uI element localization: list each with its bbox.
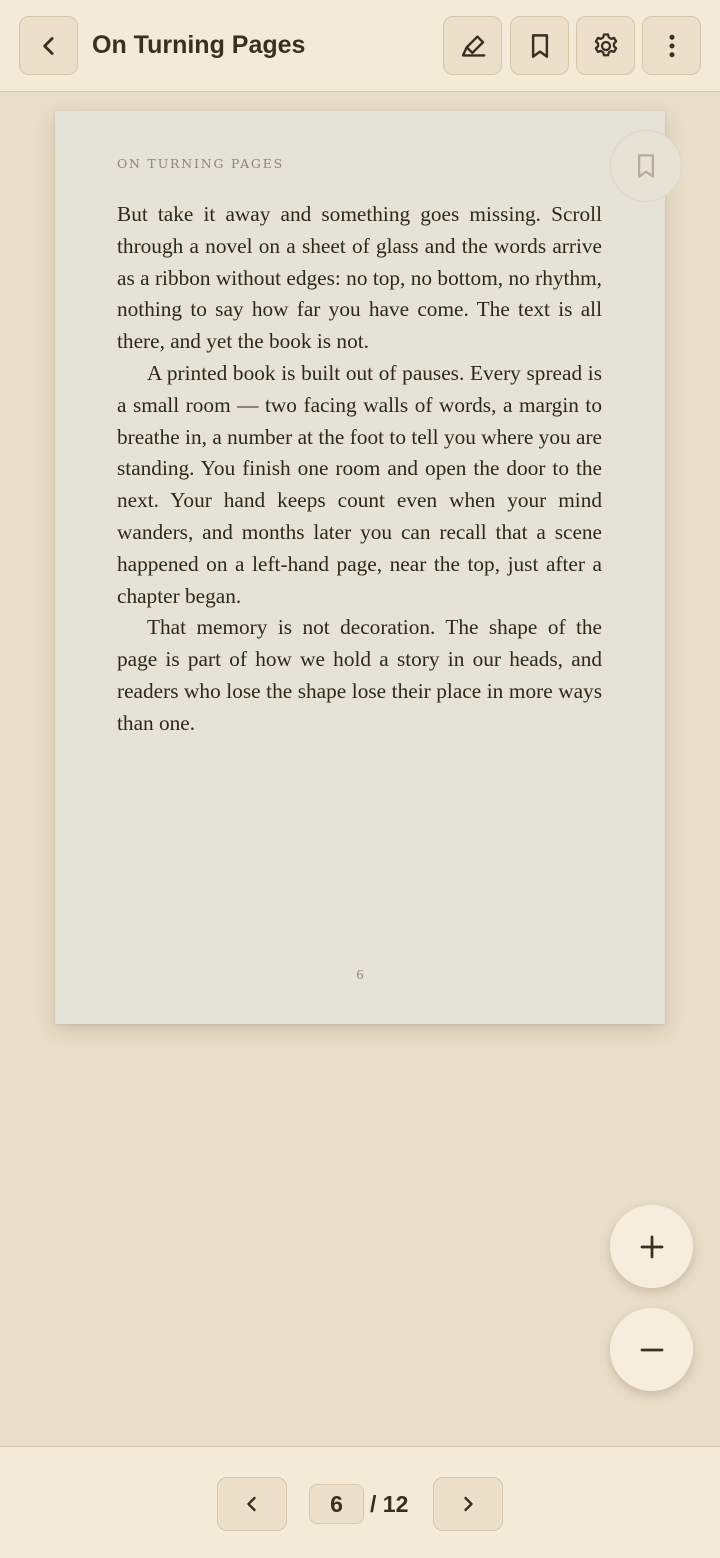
settings-button[interactable] (576, 16, 635, 75)
zoom-in-button[interactable] (610, 1205, 693, 1288)
bookmark-icon (525, 31, 555, 61)
page-title: On Turning Pages (92, 31, 306, 59)
more-button[interactable] (642, 16, 701, 75)
page-bookmark-button[interactable] (610, 130, 682, 202)
page-text (117, 199, 602, 740)
pagination-bar (0, 1446, 720, 1558)
bookmarks-button[interactable] (510, 16, 569, 75)
plus-icon (637, 1232, 667, 1262)
minus-icon (637, 1335, 667, 1365)
paragraph: But take it away and something goes missing. Scroll through a novel on a sheet of glass and the words arrive as a ribbon without edges: no top, no bottom, no rhythm, nothing to say how far you have come. The text is all there, and yet the book is not. (117, 202, 602, 354)
top-bar (0, 0, 720, 92)
more-vertical-icon (657, 31, 687, 61)
bookmark-icon (631, 151, 661, 181)
page-number-input[interactable]: 6 (309, 1484, 364, 1524)
page-number: 6 (356, 968, 364, 983)
running-head: ON TURNING PAGES (117, 156, 284, 171)
highlighter-icon (458, 31, 488, 61)
next-page-button[interactable] (433, 1477, 503, 1531)
back-button[interactable] (19, 16, 78, 75)
highlight-button[interactable] (443, 16, 502, 75)
page-total: / 12 (370, 1491, 409, 1517)
paragraph: That memory is not decoration. The shape of the page is part of how we hold a story in our heads, and readers who lose the shape lose their place in more ways than one. (117, 615, 602, 735)
zoom-out-button[interactable] (610, 1308, 693, 1391)
prev-page-button[interactable] (217, 1477, 287, 1531)
chevron-left-icon (34, 31, 64, 61)
chevron-left-icon (240, 1492, 264, 1516)
chevron-right-icon (456, 1492, 480, 1516)
book-page (55, 111, 665, 1024)
gear-icon (591, 31, 621, 61)
paragraph: A printed book is built out of pauses. Every spread is a small room — two facing walls of words, a margin to breathe in, a number at the foot to tell you where you are standing. You finish one room and open the door to the next. Your hand keeps count even when your mind wanders, and months later you can recall that a scene happened on a left-hand page, near the top, just after a chapter began. (117, 360, 602, 608)
